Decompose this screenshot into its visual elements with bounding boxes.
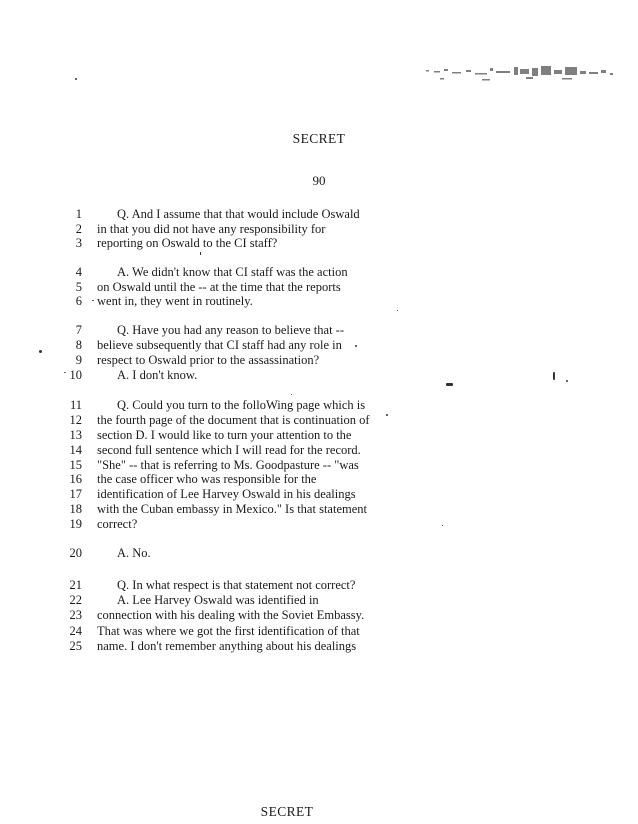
line-text: correct?: [97, 517, 138, 531]
scan-speck: [446, 383, 453, 386]
line-number: 18: [69, 502, 82, 516]
line-number: 2: [75, 222, 82, 236]
scan-speck: [39, 350, 42, 353]
scan-speck: [397, 310, 398, 311]
line-number: 16: [69, 472, 82, 486]
transcript-line-11: [0, 398, 638, 413]
line-number: 25: [69, 639, 82, 653]
line-text: identification of Lee Harvey Oswald in his dealings: [97, 487, 356, 501]
line-text: connection with his dealing with the Soviet Embassy.: [97, 608, 365, 622]
line-number: 13: [69, 428, 82, 442]
line-text: section D. I would like to turn your attention to the: [97, 428, 352, 442]
page-number: 90: [312, 173, 326, 188]
transcript-line-19: [0, 517, 638, 532]
scan-speck: [75, 78, 77, 80]
transcript-line-24: [0, 624, 638, 639]
line-text: That was where we got the first identification of that: [97, 624, 360, 638]
transcript-line-22: [0, 593, 638, 608]
line-number: 15: [69, 458, 82, 472]
line-text: the case officer who was responsible for the: [97, 472, 317, 486]
line-text: with the Cuban embassy in Mexico." Is that statement: [97, 502, 367, 516]
line-text: A. No.: [117, 546, 151, 560]
line-text: A. We didn't know that CI staff was the action: [117, 265, 348, 279]
scan-speck: [64, 372, 66, 373]
line-text: believe subsequently that CI staff had any role in: [97, 338, 342, 352]
transcript-line-23: [0, 608, 638, 623]
line-number: 17: [69, 487, 82, 501]
line-text: Q. Could you turn to the folloWing page which is: [117, 398, 366, 412]
classification-marking-bottom: SECRET: [260, 804, 314, 819]
line-text: went in, they went in routinely.: [97, 294, 253, 308]
line-number: 9: [75, 353, 82, 367]
line-number: 19: [69, 517, 82, 531]
line-number: 1: [75, 207, 82, 221]
transcript-line-9: [0, 353, 638, 368]
line-number: 12: [69, 413, 82, 427]
line-number: 11: [69, 398, 82, 412]
scan-speck: [566, 380, 568, 382]
scan-speck: [291, 394, 292, 395]
transcript-line-1: [0, 207, 638, 222]
transcript-line-7: [0, 323, 638, 338]
line-text: the fourth page of the document that is continuation of: [97, 413, 370, 427]
transcript-line-3: [0, 236, 638, 251]
transcript-line-5: [0, 280, 638, 295]
scan-speck: [355, 345, 357, 347]
line-number: 10: [69, 368, 82, 382]
transcript-line-25: [0, 639, 638, 654]
line-number: 22: [69, 593, 82, 607]
line-number: 21: [69, 578, 82, 592]
line-text: second full sentence which I will read for the record.: [97, 443, 361, 457]
transcript-line-14: [0, 443, 638, 458]
transcript-line-16: [0, 472, 638, 487]
transcript-line-8: [0, 338, 638, 353]
transcript-line-20: [0, 546, 638, 561]
scan-speck: [442, 525, 443, 526]
line-number: 7: [75, 323, 82, 337]
line-number: 8: [75, 338, 82, 352]
line-text: in that you did not have any responsibility for: [97, 222, 326, 236]
transcript-line-10: [0, 368, 638, 383]
line-text: on Oswald until the -- at the time that the reports: [97, 280, 341, 294]
line-text: Q. And I assume that that would include Oswald: [117, 207, 360, 221]
line-number: 20: [69, 546, 82, 560]
line-text: "She" -- that is referring to Ms. Goodpasture -- "was: [97, 458, 359, 472]
classification-marking-top: SECRET: [292, 131, 346, 146]
line-number: 23: [69, 608, 82, 622]
transcript-line-2: [0, 222, 638, 237]
line-number: 5: [75, 280, 82, 294]
line-text: Q. In what respect is that statement not correct?: [117, 578, 356, 592]
line-text: name. I don't remember anything about his dealings: [97, 639, 357, 653]
transcript-line-21: [0, 578, 638, 593]
line-text: Q. Have you had any reason to believe that --: [117, 323, 345, 337]
transcript-line-12: [0, 413, 638, 428]
scan-artifact-stamp: [422, 62, 622, 90]
scan-speck: [200, 252, 201, 255]
scan-speck: [92, 300, 94, 301]
scan-speck: [386, 414, 388, 416]
scan-speck: [553, 372, 555, 380]
line-number: 14: [69, 443, 82, 457]
line-number: 4: [75, 265, 82, 279]
transcript-line-17: [0, 487, 638, 502]
line-text: respect to Oswald prior to the assassination?: [97, 353, 320, 367]
line-number: 3: [75, 236, 82, 250]
transcript-line-4: [0, 265, 638, 280]
line-text: A. Lee Harvey Oswald was identified in: [117, 593, 319, 607]
transcript-line-13: [0, 428, 638, 443]
transcript-line-6: [0, 294, 638, 309]
line-number: 6: [75, 294, 82, 308]
transcript-line-18: [0, 502, 638, 517]
line-number: 24: [69, 624, 82, 638]
line-text: A. I don't know.: [117, 368, 198, 382]
transcript-line-15: [0, 458, 638, 473]
line-text: reporting on Oswald to the CI staff?: [97, 236, 278, 250]
